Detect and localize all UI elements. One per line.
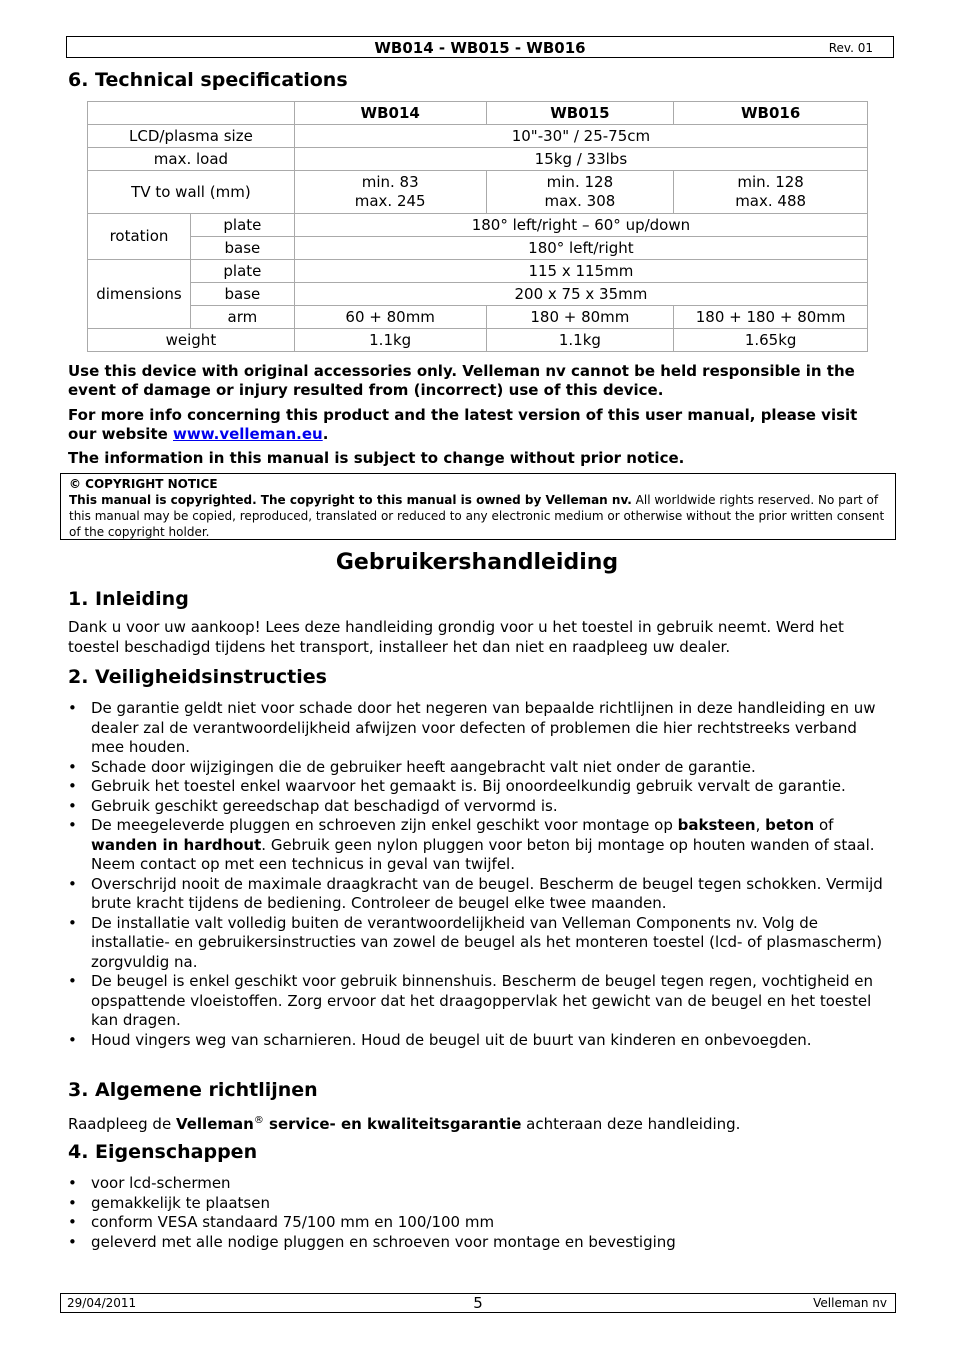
cell-value: 180° left/right – 60° up/down (294, 214, 867, 237)
brand-name: Velleman (175, 1115, 254, 1133)
list-item (68, 816, 890, 875)
text-span: De meegeleverde pluggen en schroeven zijn enkel geschikt voor montage op (91, 816, 678, 834)
text-span: of (814, 816, 834, 834)
sub-label: plate (190, 214, 294, 237)
section-6-title: 6. Technical specifications (68, 69, 348, 91)
cell-value: 180 + 180 + 80mm (674, 306, 868, 329)
tv-min: min. 128 (737, 173, 804, 191)
table-row (88, 260, 868, 283)
tv-min: min. 128 (546, 173, 614, 191)
cell-value (674, 171, 868, 214)
col-header-wb016: WB016 (674, 102, 868, 125)
section-3-title: 3. Algemene richtlijnen (68, 1079, 318, 1101)
footer-company: Velleman nv (813, 1296, 887, 1310)
table-row (88, 171, 868, 214)
tv-max: max. 488 (735, 192, 807, 210)
list-item: • De beugel is enkel geschikt voor gebruik binnenshuis. Bescherm de beugel tegen regen, vochtigheid en opspattende vloeistoffen. Zorg ervoor dat het draagoppervlak het gewicht van de beugel en het toestel kan dragen. (68, 972, 890, 1031)
table-row (88, 306, 868, 329)
list-item: • De garantie geldt niet voor schade door het negeren van bepaalde richtlijnen in deze handleiding en uw dealer zal de verantwoordelijkheid afwijzen voor defecten of problemen die hier rechtstreeks verband mee houden. (68, 699, 890, 758)
section-3-text (68, 1111, 890, 1134)
page-header (66, 36, 894, 58)
cell-value: 1.1kg (486, 329, 674, 352)
cell-value: 200 x 75 x 35mm (294, 283, 867, 306)
list-item: • Gebruik geschikt gereedschap dat beschadigd of vervormd is. (68, 797, 890, 817)
website-link[interactable]: www.velleman.eu (173, 425, 323, 443)
manual-title: Gebruikershandleiding (335, 550, 619, 575)
more-info-text: For more info concerning this product and the latest version of this user manual, please visit our website (68, 406, 858, 443)
cell-value (486, 171, 674, 214)
table-row (88, 214, 868, 237)
bold-span: beton (765, 816, 815, 834)
list-item: • conform VESA standaard 75/100 mm en 100/100 mm (68, 1213, 890, 1233)
col-header-wb015: WB015 (486, 102, 674, 125)
cell-value (294, 171, 486, 214)
bold-span: baksteen (677, 816, 756, 834)
section-1-text: Dank u voor uw aankoop! Lees deze handleiding grondig voor u het toestel in gebruik neemt. Werd het toestel beschadigd tijdens het transport, installeer het dan niet en raadpleeg uw dealer. (68, 618, 844, 656)
sub-label: base (190, 283, 294, 306)
cell-value: 1.1kg (294, 329, 486, 352)
text-span: achteraan deze handleiding. (521, 1115, 741, 1133)
text-span: . Gebruik geen nylon pluggen voor beton bij montage op houten wanden of staal. Neem contact op met een technicus in geval van twijfel. (91, 835, 875, 873)
tv-min: min. 83 (361, 173, 419, 191)
copyright-title: © COPYRIGHT NOTICE (69, 477, 218, 491)
copyright-box (60, 473, 896, 540)
col-header-wb014: WB014 (294, 102, 486, 125)
bold-span: service- en kwaliteitsgarantie (263, 1115, 522, 1133)
cell-value: 115 x 115mm (294, 260, 867, 283)
sub-label: base (190, 237, 294, 260)
list-item: • Houd vingers weg van scharnieren. Houd de beugel uit de buurt van kinderen en onbevoegden. (68, 1031, 890, 1051)
table-row (88, 102, 868, 125)
list-item: • gemakkelijk te plaatsen (68, 1194, 890, 1214)
features-list (68, 1174, 890, 1252)
cell-value: 15kg / 33lbs (294, 148, 867, 171)
more-info-notice (68, 406, 890, 444)
text-span: Raadpleeg de (68, 1115, 176, 1133)
cell-value: 180° left/right (294, 237, 867, 260)
sub-label: arm (190, 306, 294, 329)
table-row (88, 283, 868, 306)
section-2-title: 2. Veiligheidsinstructies (68, 666, 327, 688)
list-item: • voor lcd-schermen (68, 1174, 890, 1194)
section-1-title: 1. Inleiding (68, 588, 189, 610)
change-notice: The information in this manual is subject to change without prior notice. (68, 449, 685, 467)
registered-mark: ® (253, 1115, 264, 1126)
page-footer (60, 1293, 896, 1313)
copyright-body (69, 492, 887, 540)
row-label: TV to wall (mm) (88, 171, 295, 214)
tv-max: max. 308 (544, 192, 616, 210)
sub-label: plate (190, 260, 294, 283)
list-item: • De installatie valt volledig buiten de verantwoordelijkheid van Velleman Components nv. Volg de installatie- en gebruikersinstructies van zowel de beugel als het monteren toestel (lcd- of plasmascherm) zorgvuldig na. (68, 914, 890, 973)
list-item: • Schade door wijzigingen die de gebruiker heeft aangebracht valt niet onder de garantie. (68, 758, 890, 778)
list-item: • Overschrijd nooit de maximale draagkracht van de beugel. Bescherm de beugel tegen schokken. Vermijd brute kracht tijdens de bediening. Controleer de beugel elke twee maanden. (68, 875, 890, 914)
empty-cell (88, 102, 295, 125)
tv-max: max. 245 (354, 192, 426, 210)
table-row (88, 237, 868, 260)
cell-value: 60 + 80mm (294, 306, 486, 329)
list-item: • geleverd met alle nodige pluggen en schroeven voor montage en bevestiging (68, 1233, 890, 1253)
row-label: max. load (88, 148, 295, 171)
text-span: , (755, 816, 766, 834)
spec-table (87, 101, 868, 352)
section-4-title: 4. Eigenschappen (68, 1141, 258, 1163)
safety-list (68, 699, 890, 1050)
page-number: 5 (473, 1294, 483, 1312)
table-row (88, 329, 868, 352)
row-label: weight (88, 329, 295, 352)
table-row (88, 148, 868, 171)
bold-span: wanden in hardhout (91, 835, 262, 854)
row-label: rotation (88, 214, 191, 260)
row-label: dimensions (88, 260, 191, 329)
header-revision: Rev. 01 (828, 41, 873, 55)
table-row (88, 125, 868, 148)
copyright-text: All worldwide rights reserved. No part of this manual may be copied, reproduced, translated or reduced to any electronic medium or otherwise without the prior written consent of the copyright holder. (69, 493, 885, 539)
header-models: WB014 - WB015 - WB016 (374, 39, 586, 57)
copyright-bold: This manual is copyrighted. The copyright to this manual is owned by Velleman nv. (69, 493, 632, 507)
cell-value: 180 + 80mm (486, 306, 674, 329)
list-item: • Gebruik het toestel enkel waarvoor het gemaakt is. Bij onoordeelkundig gebruik vervalt de garantie. (68, 777, 890, 797)
more-info-end: . (322, 425, 329, 443)
row-label: LCD/plasma size (88, 125, 295, 148)
footer-date: 29/04/2011 (67, 1296, 137, 1310)
cell-value: 1.65kg (674, 329, 868, 352)
cell-value: 10"-30" / 25-75cm (294, 125, 867, 148)
accessories-notice: Use this device with original accessories only. Velleman nv cannot be held responsible in the event of damage or injury resulted from (incorrect) use of this device. (68, 362, 855, 399)
